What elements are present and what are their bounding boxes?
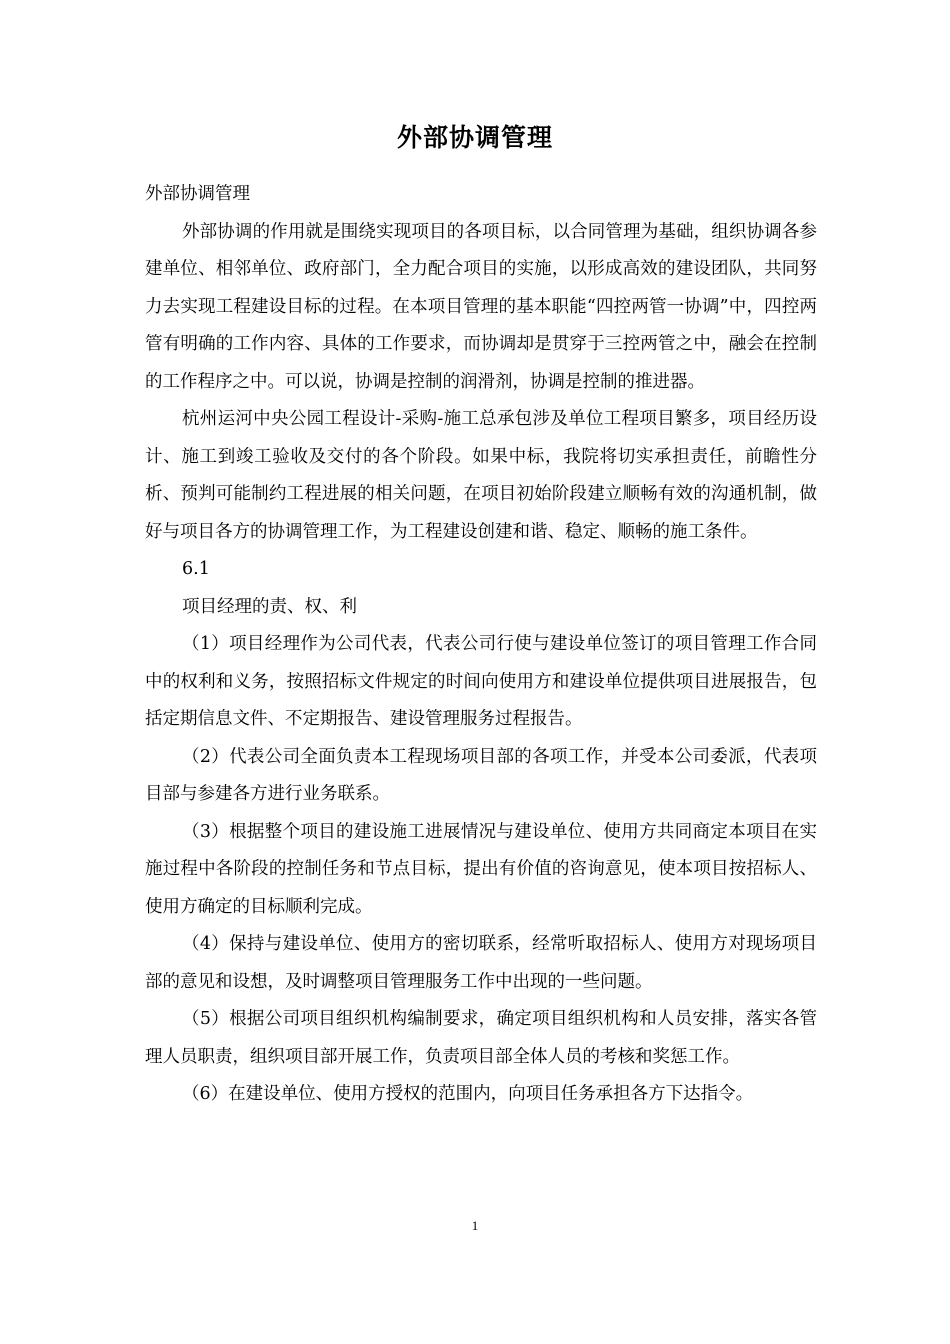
list-item: （5）根据公司项目组织机构编制要求，确定项目组织机构和人员安排，落实各管理人员职责，组织项目部开展工作，负责项目部全体人员的考核和奖惩工作。 (145, 1009, 817, 1067)
document-body (145, 176, 817, 1114)
subsection-heading: 项目经理的责、权、利 (182, 596, 357, 617)
paragraph: 外部协调的作用就是围绕实现项目的各项目标，以合同管理为基础，组织协调各参建单位、相邻单位、政府部门，全力配合项目的实施，以形成高效的建设团队，共同努力去实现工程建设目标的过程。在本项目管理的基本职能“四控两管一协调”中，四控两管有明确的工作内容、具体的工作要求，而协调却是贯穿于三控两管之中，融会在控制的工作程序之中。可以说，协调是控制的润滑剂，协调是控制的推进器。 (145, 221, 817, 392)
list-item: （1）项目经理作为公司代表，代表公司行使与建设单位签订的项目管理工作合同中的权利和义务，按照招标文件规定的时间向使用方和建设单位提供项目进展报告，包括定期信息文件、不定期报告、建设管理服务过程报告。 (145, 634, 817, 729)
list-item: （6）在建设单位、使用方授权的范围内，向项目任务承担各方下达指令。 (182, 1084, 754, 1104)
section-heading: 外部协调管理 (145, 184, 250, 204)
page-number: 1 (471, 1218, 479, 1233)
section-number: 6.1 (182, 559, 210, 579)
list-item: （3）根据整个项目的建设施工进展情况与建设单位、使用方共同商定本项目在实施过程中各阶段的控制任务和节点目标，提出有价值的咨询意见，使本项目按招标人、使用方确定的目标顺利完成。 (145, 821, 817, 917)
paragraph: 杭州运河中央公园工程设计-采购-施工总承包涉及单位工程项目繁多，项目经历设计、施工到竣工验收及交付的各个阶段。如果中标，我院将切实承担责任，前瞻性分析、预判可能制约工程进展的相关问题，在项目初始阶段建立顺畅有效的沟通机制，做好与项目各方的协调管理工作，为工程建设创建和谐、稳定、顺畅的施工条件。 (145, 409, 817, 542)
list-item: （2）代表公司全面负责本工程现场项目部的各项工作，并受本公司委派，代表项目部与参建各方进行业务联系。 (145, 746, 817, 804)
list-item: （4）保持与建设单位、使用方的密切联系，经常听取招标人、使用方对现场项目部的意见和设想，及时调整项目管理服务工作中出现的一些问题。 (145, 934, 817, 992)
document-title: 外部协调管理 (396, 123, 553, 152)
